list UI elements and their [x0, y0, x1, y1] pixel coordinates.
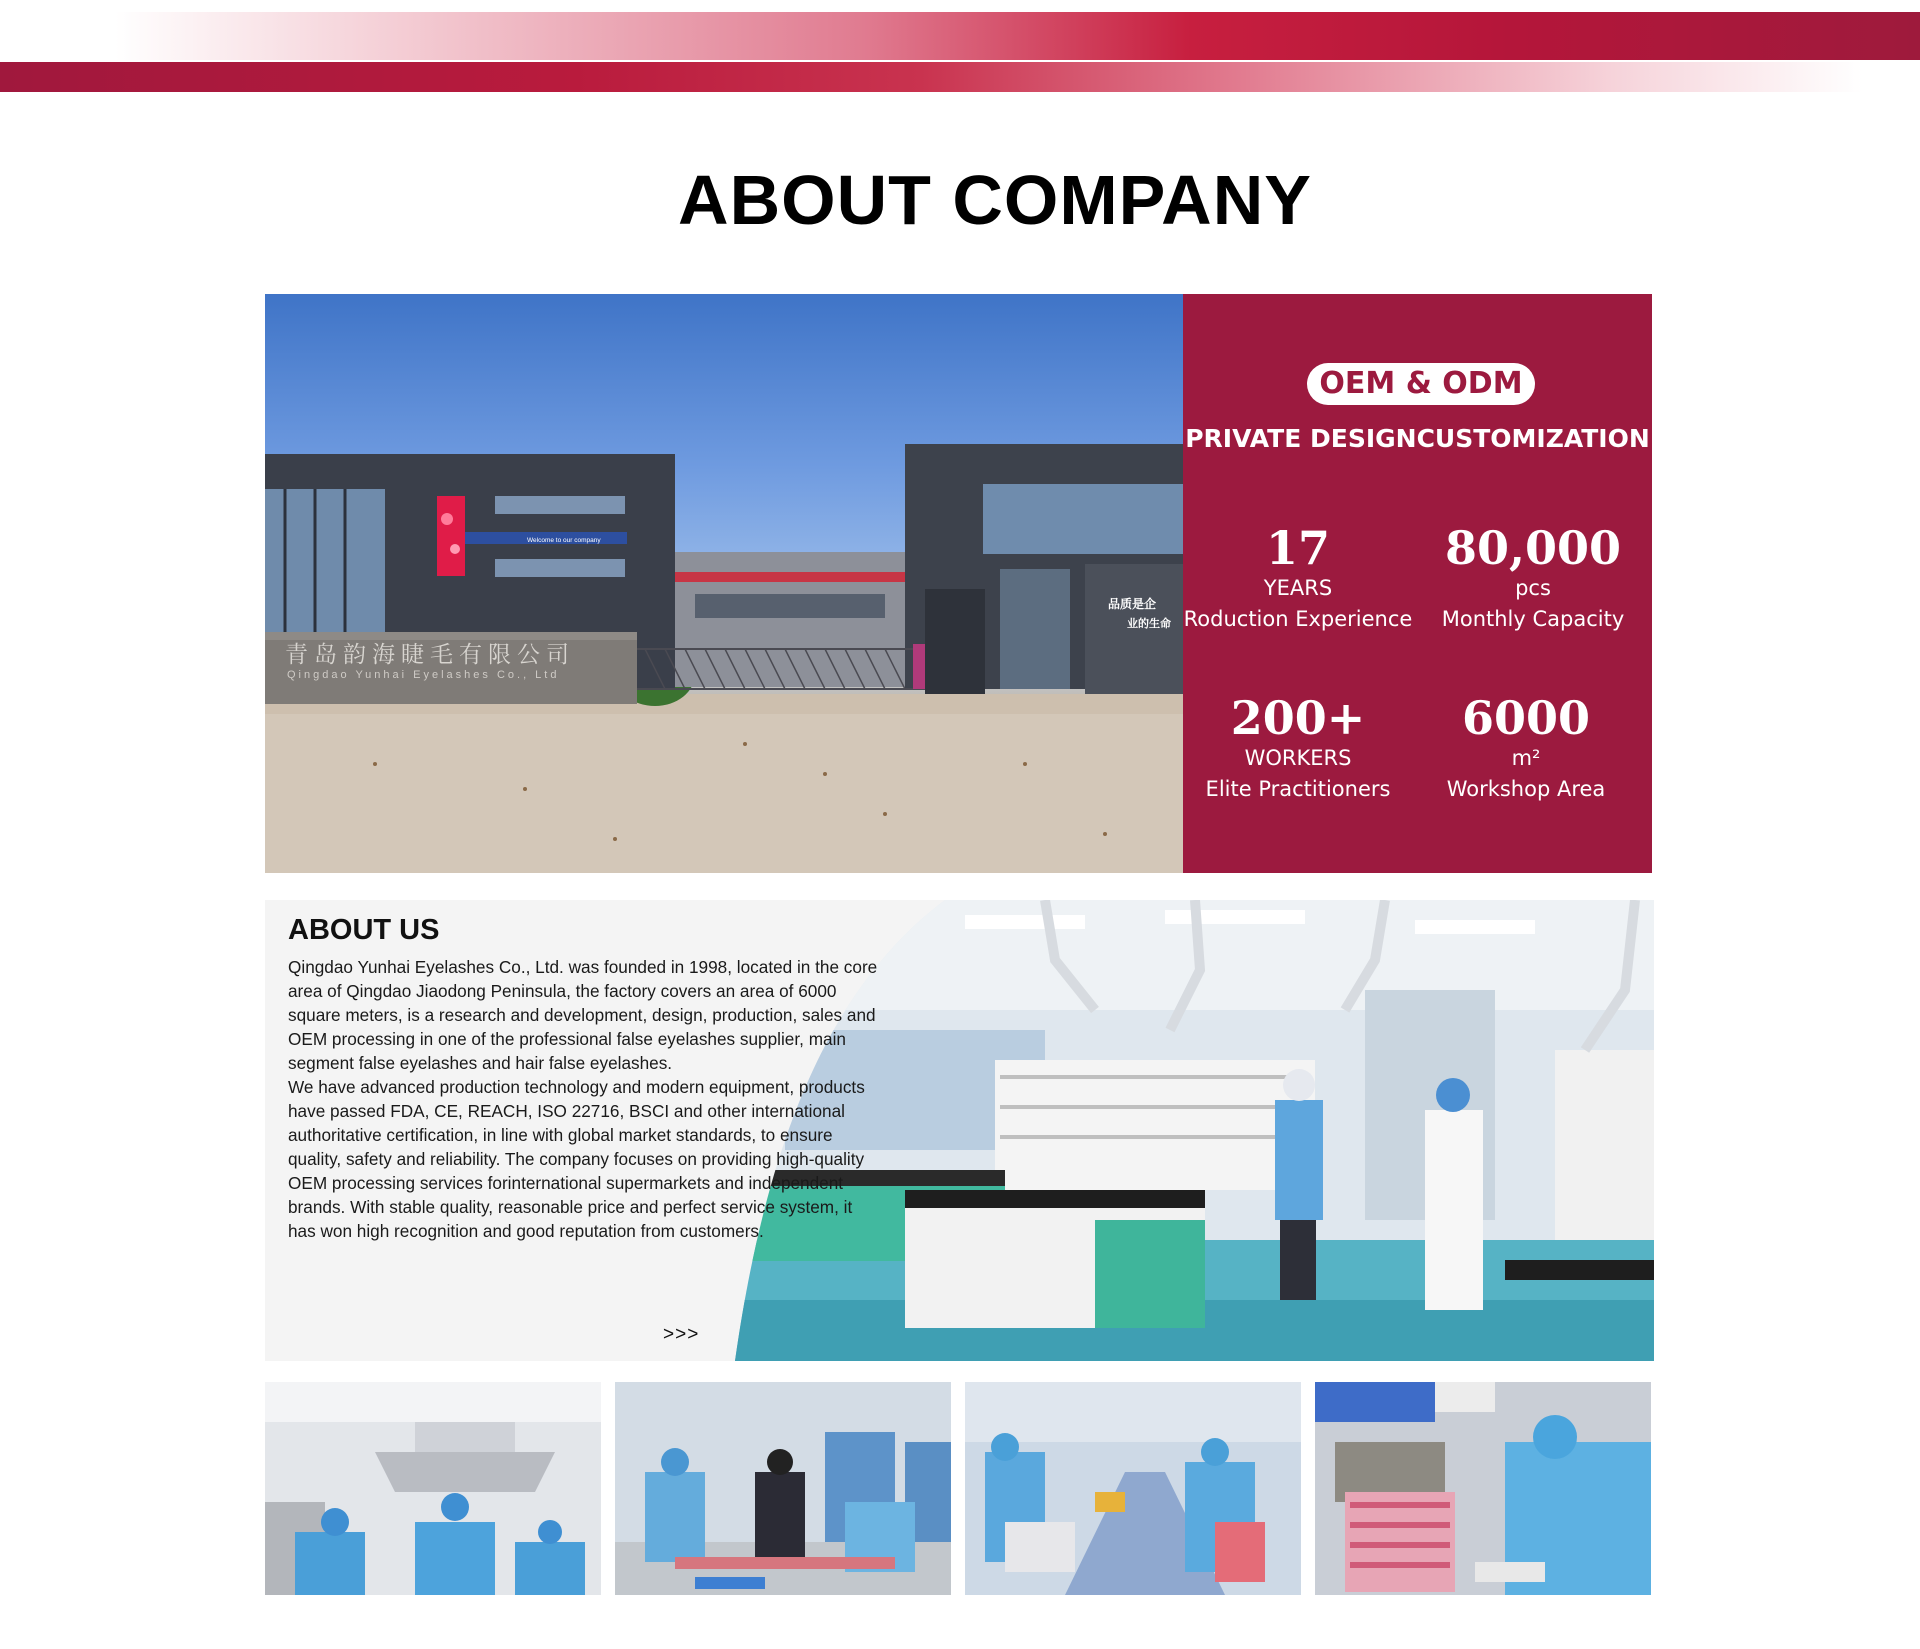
stat-label: Elite Practitioners [1205, 777, 1391, 801]
header-gradient-bar-top [0, 12, 1920, 60]
stat-area [1411, 692, 1641, 806]
stat-number: 6000 [1461, 691, 1591, 745]
stat-number: 80,000 [1444, 521, 1622, 575]
stats-panel [1183, 294, 1652, 873]
panel-subtitle: PRIVATE DESIGNCUSTOMIZATION [1185, 424, 1650, 453]
stat-unit: YEARS [1263, 576, 1333, 600]
production-photo-3 [965, 1382, 1301, 1595]
factory-illustration [265, 294, 1183, 873]
about-us-paragraph-1: Qingdao Yunhai Eyelashes Co., Ltd. was founded in 1998, located in the core area of Qingdao Jiaodong Peninsula, the factory covers an area of 6000 square meters, is a research and development, design, production, sales and OEM processing in one of the professional false eyelashes supplier, main segment false eyelashes and hair false eyelashes. [288, 957, 878, 1073]
stat-workers [1183, 692, 1413, 806]
about-us-paragraph-2: We have advanced production technology and modern equipment, products have passed FDA, CE, REACH, ISO 22716, BSCI and other international authoritative certification, in line with global market standards, to ensure quality, safety and reliability. The company focuses on providing high-quality OEM processing services forinternational supermarkets and independent brands. With stable quality, reasonable price and perfect service system, it has won high recognition and good reputation from customers. [288, 1077, 865, 1241]
oem-odm-badge: OEM & ODM [1307, 363, 1535, 405]
stat-unit: m² [1511, 746, 1541, 770]
company-sign-en: Qingdao Yunhai Eyelashes Co., Ltd [287, 669, 560, 681]
page-title: ABOUT COMPANY [678, 161, 1312, 239]
wall-slogan-line1: 品质是企 [1108, 597, 1157, 611]
stat-label: Roduction Experience [1183, 607, 1413, 631]
production-photo-2 [615, 1382, 951, 1595]
about-us-body [288, 955, 878, 1243]
stat-label: Workshop Area [1446, 777, 1606, 801]
stat-label: Monthly Capacity [1441, 607, 1625, 631]
stat-unit: pcs [1515, 576, 1551, 600]
company-sign-cn: 青岛韵海睫毛有限公司 [285, 642, 575, 668]
stat-number: 17 [1265, 521, 1330, 575]
stat-unit: WORKERS [1244, 746, 1352, 770]
stat-capacity [1418, 522, 1648, 636]
production-photo-4 [1315, 1382, 1651, 1595]
stat-number: 200+ [1230, 691, 1366, 745]
production-photo-1 [265, 1382, 601, 1595]
wall-slogan-line2: 业的生命 [1127, 617, 1171, 630]
screen-banner-text: Welcome to our company [527, 537, 601, 544]
stat-years [1183, 522, 1413, 636]
read-more-link[interactable]: >>> [663, 1324, 700, 1345]
about-us-section [265, 900, 1654, 1361]
about-us-title: ABOUT US [288, 914, 440, 946]
hero-section [265, 294, 1652, 873]
header-gradient-bar-bottom [0, 62, 1920, 92]
factory-photo [265, 294, 1183, 873]
